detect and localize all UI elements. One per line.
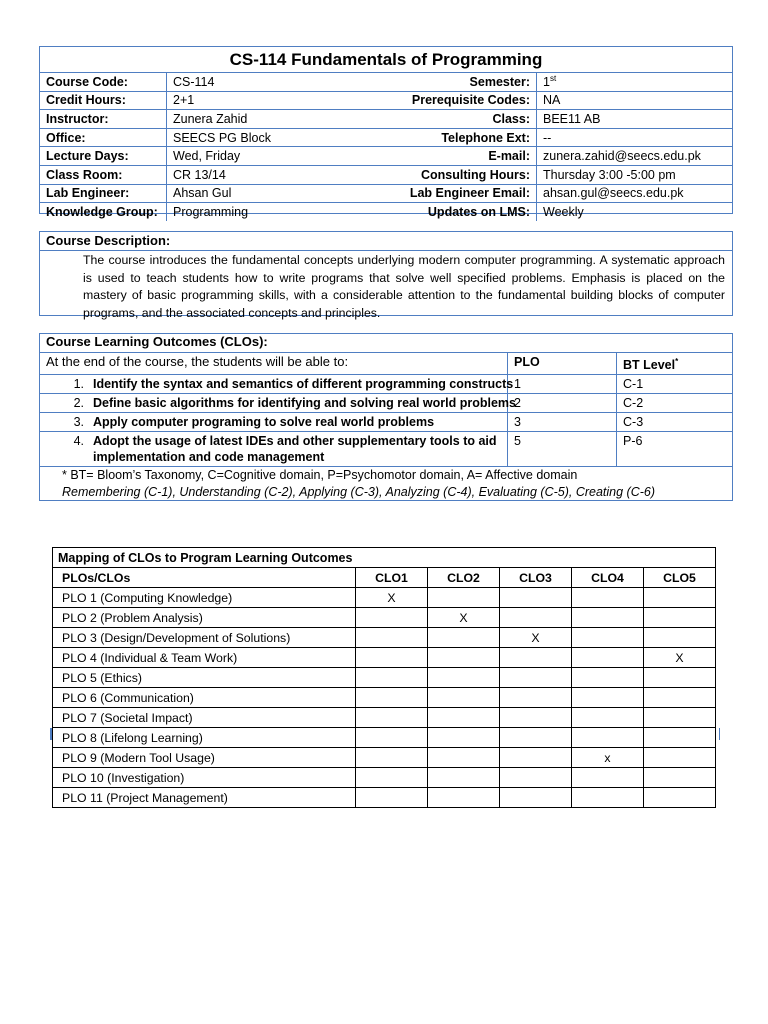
- mapping-cell: [644, 728, 716, 748]
- mapping-cell: [356, 688, 428, 708]
- clo-row: [40, 413, 732, 432]
- info-value: CR 13/14: [167, 165, 340, 184]
- mapping-cell: [428, 648, 500, 668]
- info-value-right: BEE11 AB: [537, 110, 733, 129]
- mapping-cell: [356, 648, 428, 668]
- mapping-cell: [500, 608, 572, 628]
- info-value: Zunera Zahid: [167, 110, 340, 129]
- info-value: 2+1: [167, 91, 340, 110]
- mapping-cell: [572, 668, 644, 688]
- info-value: Ahsan Gul: [167, 184, 340, 203]
- mapping-cell: [572, 708, 644, 728]
- info-value-right: Weekly: [543, 204, 584, 219]
- mapping-caption: Mapping of CLOs to Program Learning Outcomes: [53, 548, 716, 568]
- info-label-right: Class:: [339, 110, 537, 129]
- info-label: Class Room:: [40, 165, 167, 184]
- clo-footnote: [40, 467, 732, 501]
- mapping-row: [53, 608, 716, 628]
- info-value: Wed, Friday: [167, 147, 340, 166]
- mapping-row: [53, 728, 716, 748]
- mapping-row: [53, 748, 716, 768]
- clo-text: Apply computer programing to solve real world problems: [93, 415, 435, 430]
- mapping-header-row: [53, 568, 716, 588]
- mapping-cell: X: [356, 588, 428, 608]
- mapping-cell: [572, 588, 644, 608]
- clo-bt-level: C-3: [617, 413, 733, 432]
- clo-row: [40, 394, 732, 413]
- mapping-cell: [644, 608, 716, 628]
- clo-number: 2.: [73, 396, 84, 411]
- clo-plo: 1: [508, 375, 617, 394]
- info-row: [40, 147, 732, 166]
- mapping-cell: [572, 648, 644, 668]
- mapping-cell: [428, 748, 500, 768]
- info-row: [40, 165, 732, 184]
- info-label-right: Semester:: [339, 73, 537, 91]
- mapping-header-clo: CLO3: [500, 568, 572, 588]
- mapping-header-clo: CLO4: [572, 568, 644, 588]
- mapping-cell: [500, 728, 572, 748]
- mapping-cell: [428, 728, 500, 748]
- clo-bt-level: C-2: [617, 394, 733, 413]
- mapping-cell: [500, 788, 572, 808]
- clo-text: Adopt the usage of latest IDEs and other supplementary tools to aid implementation and code management: [93, 434, 497, 465]
- mapping-cell: [644, 748, 716, 768]
- clo-number: 1.: [73, 377, 84, 392]
- mapping-cell: [644, 588, 716, 608]
- course-description-box: [39, 231, 733, 320]
- clo-bt-level: C-1: [617, 375, 733, 394]
- clo-text: Define basic algorithms for identifying and solving real world problems: [93, 396, 516, 411]
- mapping-row: [53, 688, 716, 708]
- course-info-box: [39, 46, 733, 219]
- mapping-cell: X: [428, 608, 500, 628]
- clo-footnote-bt: * BT= Bloom’s Taxonomy, C=Cognitive domain, P=Psychomotor domain, A= Affective domain: [62, 468, 578, 483]
- mapping-plo-label: PLO 5 (Ethics): [53, 668, 356, 688]
- mapping-cell: [644, 768, 716, 788]
- mapping-plo-label: PLO 9 (Modern Tool Usage): [53, 748, 356, 768]
- mapping-row: [53, 588, 716, 608]
- info-value: Programming: [173, 204, 249, 219]
- info-label-right: Lab Engineer Email:: [339, 184, 537, 203]
- mapping-cell: [500, 648, 572, 668]
- info-label: Knowledge Group:: [40, 203, 167, 221]
- info-value-right[interactable]: ahsan.gul@seecs.edu.pk: [537, 184, 733, 203]
- mapping-row: [53, 708, 716, 728]
- mapping-row: [53, 788, 716, 808]
- mapping-cell: X: [500, 628, 572, 648]
- mapping-cell: [356, 788, 428, 808]
- mapping-plo-label: PLO 2 (Problem Analysis): [53, 608, 356, 628]
- mapping-cell: [356, 668, 428, 688]
- clo-outcome: [40, 394, 516, 413]
- mapping-cell: [644, 688, 716, 708]
- mapping-cell: [500, 588, 572, 608]
- clo-col-bt: BT Level*: [617, 353, 733, 375]
- clo-number: 4.: [73, 434, 84, 449]
- mapping-cell: [356, 728, 428, 748]
- info-label-right: E-mail:: [339, 147, 537, 166]
- mapping-plo-label: PLO 1 (Computing Knowledge): [53, 588, 356, 608]
- info-row: [40, 91, 732, 110]
- mapping-cell: [572, 768, 644, 788]
- mapping-cell: [500, 688, 572, 708]
- info-row: [40, 184, 732, 203]
- mapping-header-clo: CLO5: [644, 568, 716, 588]
- mapping-cell: [356, 748, 428, 768]
- mapping-cell: [644, 788, 716, 808]
- clo-intro: At the end of the course, the students will be able to:: [40, 353, 508, 375]
- clo-plo: 5: [508, 432, 617, 467]
- clo-outcome: [40, 413, 508, 432]
- course-description-text: The course introduces the fundamental concepts underlying modern computer programming. A systematic approach is used to teach students how to write programs that solve well specified problems. Emphasis is placed on the mastery of basic programming skills, with a considerable attention to the fundamental building blocks of computer programs, and the associated concepts and principles.: [83, 253, 725, 320]
- mapping-cell: [356, 708, 428, 728]
- mapping-plo-label: PLO 6 (Communication): [53, 688, 356, 708]
- mapping-row: [53, 628, 716, 648]
- mapping-cell: [572, 608, 644, 628]
- info-row: [40, 128, 732, 147]
- info-label: Credit Hours:: [40, 91, 167, 110]
- clo-plo-mapping-table: [52, 547, 716, 808]
- info-label: Office:: [40, 128, 167, 147]
- clo-box: [39, 333, 733, 501]
- info-label-right: Telephone Ext:: [339, 128, 537, 147]
- course-description-heading: Course Description:: [40, 232, 732, 251]
- mapping-plo-label: PLO 4 (Individual & Team Work): [53, 648, 356, 668]
- mapping-cell: [356, 628, 428, 648]
- mapping-plo-label: PLO 10 (Investigation): [53, 768, 356, 788]
- clo-plo: 3: [508, 413, 617, 432]
- info-label-right: Prerequisite Codes:: [339, 91, 537, 110]
- info-label: Lecture Days:: [40, 147, 167, 166]
- clo-number: 3.: [73, 415, 84, 430]
- mapping-cell: [428, 668, 500, 688]
- info-value-right: Thursday 3:00 -5:00 pm: [537, 165, 733, 184]
- mapping-cell: [428, 628, 500, 648]
- info-row: [40, 203, 732, 221]
- mapping-cell: [356, 768, 428, 788]
- mapping-cell: [500, 668, 572, 688]
- info-row: [40, 73, 732, 91]
- clo-bt-level: P-6: [617, 432, 733, 467]
- mapping-cell: [644, 668, 716, 688]
- mapping-cell: [572, 628, 644, 648]
- info-value-right: 1st: [537, 73, 733, 91]
- info-value: SEECS PG Block: [167, 128, 340, 147]
- mapping-cell: [428, 788, 500, 808]
- mapping-cell: [428, 768, 500, 788]
- mapping-cell: X: [644, 648, 716, 668]
- mapping-header-clo: CLO1: [356, 568, 428, 588]
- clo-heading: Course Learning Outcomes (CLOs):: [40, 334, 732, 353]
- mapping-cell: [644, 628, 716, 648]
- clo-row: [40, 432, 732, 467]
- clo-text: Identify the syntax and semantics of different programming constructs: [93, 377, 514, 392]
- clo-table: [40, 334, 732, 467]
- mapping-cell: x: [572, 748, 644, 768]
- clo-footnote-levels: Remembering (C-1), Understanding (C-2), Applying (C-3), Analyzing (C-4), Evaluating (C-5), Creating (C-6): [62, 485, 656, 500]
- mapping-cell: [428, 588, 500, 608]
- mapping-row: [53, 648, 716, 668]
- info-value: CS-114: [167, 73, 340, 91]
- mapping-row: [53, 768, 716, 788]
- info-label-right: Updates on LMS:: [339, 203, 537, 221]
- info-label: Lab Engineer:: [40, 184, 167, 203]
- clo-outcome: [40, 375, 514, 394]
- mapping-row: [53, 668, 716, 688]
- info-label-right: Consulting Hours:: [339, 165, 537, 184]
- mapping-cell: [572, 688, 644, 708]
- mapping-cell: [428, 708, 500, 728]
- info-value-right: NA: [537, 91, 733, 110]
- mapping-plo-label: PLO 11 (Project Management): [53, 788, 356, 808]
- mapping-plo-label: PLO 8 (Lifelong Learning): [53, 728, 356, 748]
- mapping-plo-label: PLO 3 (Design/Development of Solutions): [53, 628, 356, 648]
- mapping-cell: [500, 768, 572, 788]
- info-label: Instructor:: [40, 110, 167, 129]
- clo-plo: 2: [508, 394, 617, 413]
- mapping-plo-label: PLO 7 (Societal Impact): [53, 708, 356, 728]
- course-info-table: [40, 73, 732, 221]
- info-label: Course Code:: [40, 73, 167, 91]
- mapping-cell: [572, 788, 644, 808]
- clo-outcome: [40, 432, 508, 467]
- info-value-right[interactable]: zunera.zahid@seecs.edu.pk: [537, 147, 733, 166]
- mapping-cell: [500, 708, 572, 728]
- info-value-right: --: [537, 128, 733, 147]
- clo-col-plo: PLO: [508, 353, 617, 375]
- mapping-cell: [572, 728, 644, 748]
- mapping-cell: [644, 708, 716, 728]
- mapping-cell: [500, 748, 572, 768]
- course-title: CS-114 Fundamentals of Programming: [40, 47, 732, 73]
- clo-row: [40, 375, 732, 394]
- info-row: [40, 110, 732, 129]
- mapping-cell: [428, 688, 500, 708]
- mapping-cell: [356, 608, 428, 628]
- mapping-header-plos: PLOs/CLOs: [53, 568, 356, 588]
- mapping-header-clo: CLO2: [428, 568, 500, 588]
